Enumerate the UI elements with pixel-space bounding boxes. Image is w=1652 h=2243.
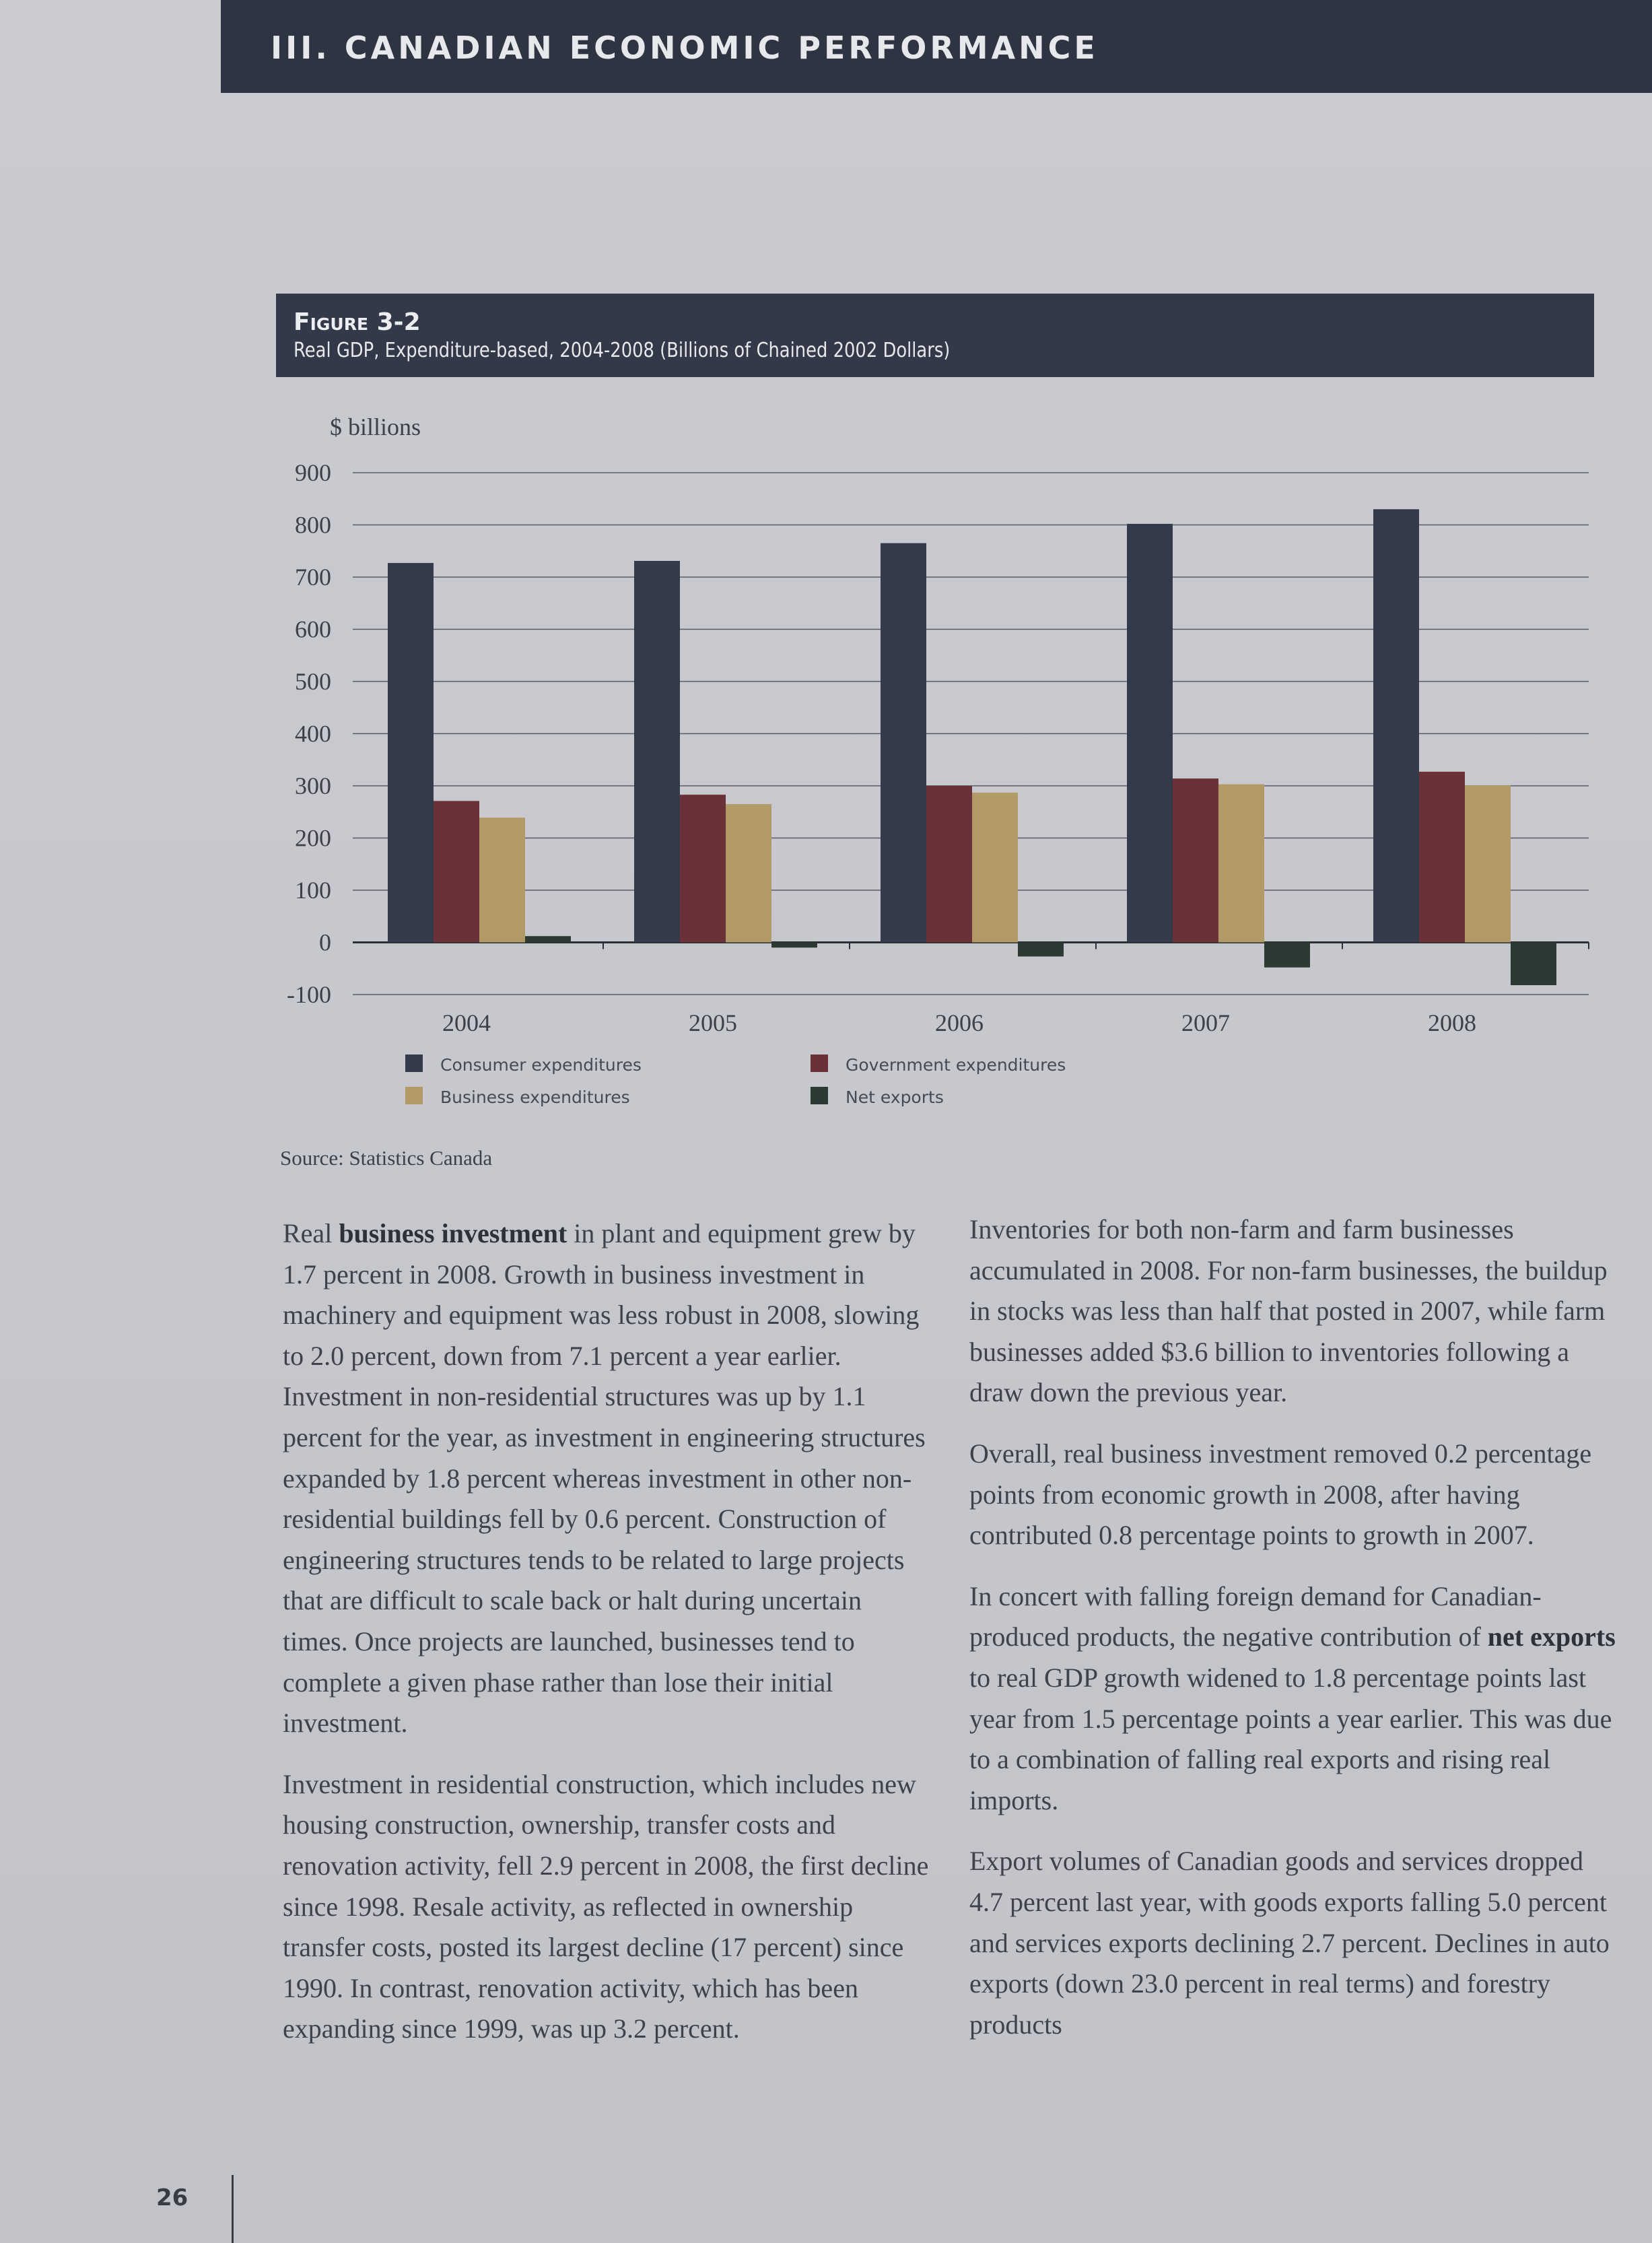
y-tick-label: 200	[295, 824, 331, 852]
text-column-left	[283, 1213, 929, 2070]
bar-consumer-expenditures-2007	[1127, 524, 1173, 943]
y-tick-label: 900	[295, 459, 331, 486]
y-tick-label: 800	[295, 511, 331, 539]
term-net-exports: net exports	[1487, 1621, 1616, 1652]
legend-label-net-exports: Net exports	[846, 1087, 944, 1107]
paragraph-net-exports: In concert with falling foreign demand for Canadian-produced products, the negative contribution of net exports to real GDP growth widened to 1.8 percentage points last year from 1.5 percentage points a year earlier. This was due to a combination of falling real exports and rising real imports.	[969, 1580, 1616, 1815]
y-tick-label: 400	[295, 720, 331, 747]
bar-consumer-expenditures-2008	[1373, 509, 1419, 942]
figure-caption: Real GDP, Expenditure-based, 2004-2008 (Billions of Chained 2002 Dollars)	[294, 339, 951, 362]
bar-government-expenditures-2008	[1419, 772, 1465, 942]
y-tick-label: 600	[295, 615, 331, 643]
bar-net-exports-2007	[1264, 943, 1310, 968]
legend-swatch-business-expenditures	[405, 1087, 423, 1104]
bar-net-exports-2006	[1018, 943, 1064, 957]
bar-consumer-expenditures-2005	[634, 561, 680, 943]
bar-consumer-expenditures-2006	[881, 543, 926, 943]
legend-label-government-expenditures: Government expenditures	[846, 1055, 1066, 1075]
paragraph-overall-investment: Overall, real business investment removed 0.2 percentage points from economic growth in 2008, after having contributed 0.8 percentage points to growth in 2007.	[969, 1438, 1592, 1551]
bar-government-expenditures-2005	[680, 795, 726, 942]
legend-swatch-government-expenditures	[811, 1054, 828, 1072]
y-tick-label: 300	[295, 772, 331, 799]
bar-business-expenditures-2005	[726, 804, 771, 942]
gdp-bar-chart	[256, 404, 1616, 1145]
x-tick-label-2008: 2008	[1428, 1009, 1476, 1036]
figure-label: Figure 3-2	[294, 308, 421, 336]
legend-swatch-net-exports	[811, 1087, 828, 1104]
figure-source: Source: Statistics Canada	[280, 1146, 493, 1170]
bar-net-exports-2005	[771, 943, 817, 948]
paragraph-business-investment: Real business investment in plant and equipment grew by 1.7 percent in 2008. Growth in business investment in machinery and equipment was less robust in 2008, slowing to 2.0 percent, down from 7.1 percent a year earlier. Investment in non-residential structures was up by 1.1 percent for the year, as investment in engineering structures expanded by 1.8 percent whereas investment in other non-residential buildings fell by 0.6 percent. Construction of engineering structures tends to be related to large projects that are difficult to scale back or halt during uncertain times. Once projects are launched, businesses tend to complete a given phase rather than lose their initial investment.	[283, 1218, 926, 1739]
bar-net-exports-2004	[525, 936, 571, 942]
y-axis-label: $ billions	[330, 413, 421, 440]
legend-swatch-consumer-expenditures	[405, 1054, 423, 1072]
bar-government-expenditures-2004	[434, 801, 479, 942]
bar-net-exports-2008	[1511, 943, 1556, 986]
term-business-investment: business investment	[339, 1218, 567, 1248]
figure-title-bar	[276, 294, 1594, 377]
bar-government-expenditures-2007	[1173, 778, 1218, 942]
bar-business-expenditures-2006	[972, 793, 1018, 942]
y-tick-label: -100	[287, 981, 331, 1008]
paragraph-residential-investment: Investment in residential construction, which includes new housing construction, ownership, transfer costs and renovation activity, fell 2.9 percent in 2008, the first decline since 1998. Resale activity, as reflected in ownership transfer costs, posted its largest decline (17 percent) since 1990. In contrast, renovation activity, which has been expanding since 1999, was up 3.2 percent.	[283, 1768, 929, 2044]
paragraph-export-volumes: Export volumes of Canadian goods and services dropped 4.7 percent last year, with goods exports falling 5.0 percent and services exports declining 2.7 percent. Declines in auto exports (down 23.0 percent in real terms) and forestry products	[969, 1846, 1610, 2040]
legend-label-business-expenditures: Business expenditures	[440, 1087, 630, 1107]
x-tick-label-2005: 2005	[689, 1009, 737, 1036]
y-tick-label: 100	[295, 877, 331, 904]
bar-business-expenditures-2008	[1465, 785, 1511, 942]
bar-government-expenditures-2006	[926, 786, 972, 943]
page-number-rule	[232, 2175, 234, 2243]
legend-label-consumer-expenditures: Consumer expenditures	[440, 1055, 642, 1075]
bar-consumer-expenditures-2004	[388, 563, 434, 942]
y-tick-label: 0	[319, 929, 331, 956]
y-tick-label: 700	[295, 564, 331, 591]
x-tick-label-2006: 2006	[935, 1009, 984, 1036]
x-tick-label-2007: 2007	[1181, 1009, 1230, 1036]
paragraph-inventories: Inventories for both non-farm and farm businesses accumulated in 2008. For non-farm businesses, the buildup in stocks was less than half that posted in 2007, while farm businesses added $3.6 billion to inventories following a draw down the previous year.	[969, 1214, 1608, 1408]
bar-business-expenditures-2007	[1218, 784, 1264, 943]
section-title: III. CANADIAN ECONOMIC PERFORMANCE	[271, 30, 1099, 66]
x-tick-label-2004: 2004	[442, 1009, 491, 1036]
page-number: 26	[156, 2184, 188, 2211]
bar-business-expenditures-2004	[479, 817, 525, 942]
text-column-right	[969, 1209, 1616, 2065]
y-tick-label: 500	[295, 668, 331, 695]
